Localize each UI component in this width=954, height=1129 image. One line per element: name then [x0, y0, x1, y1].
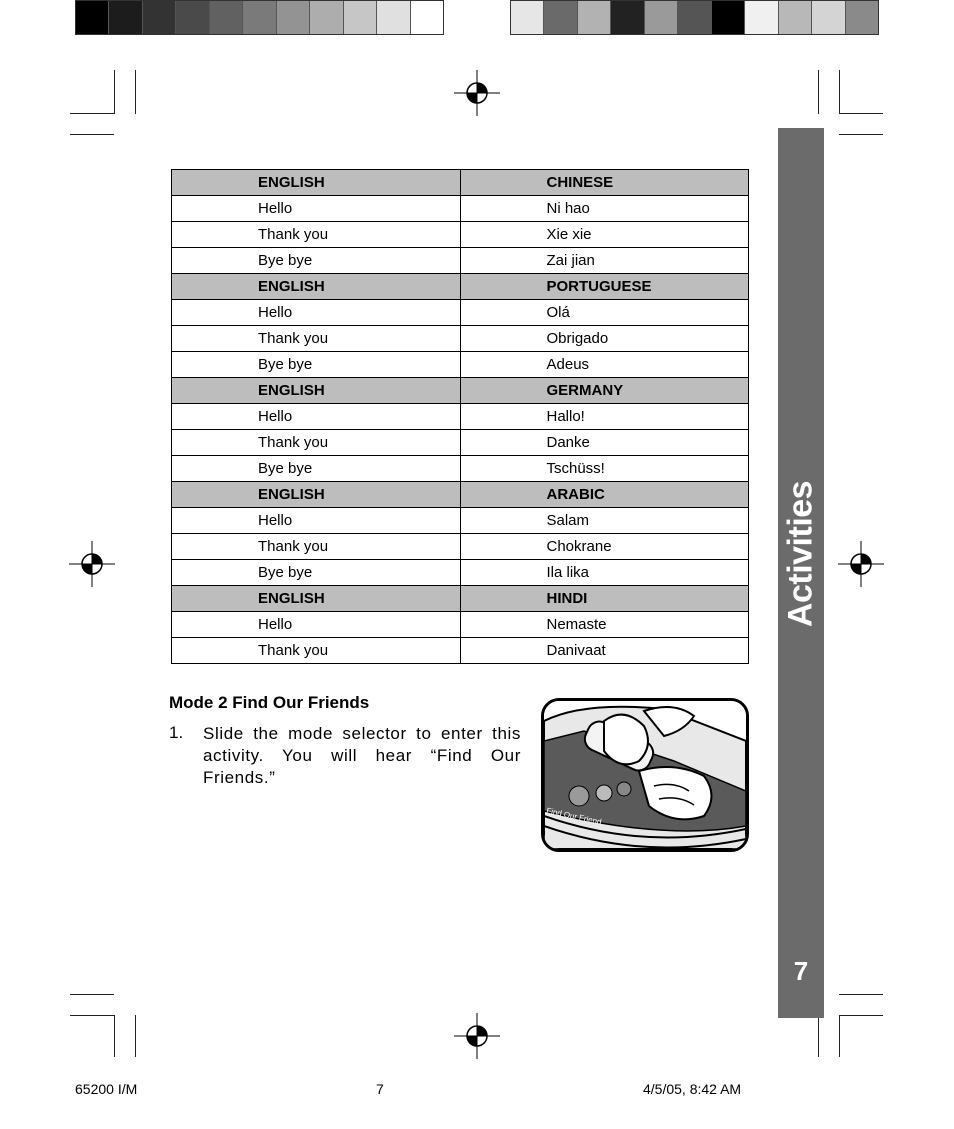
crop-mark — [818, 1015, 819, 1057]
table-row — [172, 248, 749, 274]
phrase-table — [171, 169, 749, 664]
translation-cell: HINDI — [460, 586, 749, 612]
english-cell: Bye bye — [172, 248, 461, 274]
english-cell: Hello — [172, 508, 461, 534]
translation-cell: Chokrane — [460, 534, 749, 560]
table-header-row — [172, 170, 749, 196]
translation-cell: Xie xie — [460, 222, 749, 248]
table-row — [172, 508, 749, 534]
color-swatch — [611, 1, 644, 34]
english-cell: ENGLISH — [172, 586, 461, 612]
page-number-badge: 7 — [793, 956, 809, 986]
table-row — [172, 404, 749, 430]
english-cell: Thank you — [172, 222, 461, 248]
table-row — [172, 534, 749, 560]
footer-page-number: 7 — [376, 1081, 384, 1097]
step-number: 1. — [169, 723, 184, 742]
crop-mark — [839, 1015, 883, 1016]
crop-mark — [839, 113, 883, 114]
footer-timestamp: 4/5/05, 8:42 AM — [643, 1081, 742, 1097]
translation-cell: GERMANY — [460, 378, 749, 404]
registration-mark-icon — [454, 1013, 500, 1059]
english-cell: Hello — [172, 612, 461, 638]
color-swatch — [411, 1, 443, 34]
english-cell: Hello — [172, 300, 461, 326]
translation-cell: Tschüss! — [460, 456, 749, 482]
crop-mark — [839, 70, 840, 114]
color-swatch — [846, 1, 878, 34]
color-swatch — [277, 1, 310, 34]
color-swatch — [645, 1, 678, 34]
crop-mark — [70, 994, 114, 995]
color-swatch — [578, 1, 611, 34]
crop-mark — [114, 1015, 115, 1057]
table-header-row — [172, 274, 749, 300]
english-cell: ENGLISH — [172, 274, 461, 300]
table-row — [172, 222, 749, 248]
translation-cell: Adeus — [460, 352, 749, 378]
color-swatch — [210, 1, 243, 34]
table-row — [172, 638, 749, 664]
color-swatch — [779, 1, 812, 34]
color-swatch — [745, 1, 778, 34]
crop-mark — [135, 1015, 136, 1057]
step-text: Slide the mode selector to enter this activity. You will hear “Find Our Friends.” — [203, 724, 521, 787]
crop-mark — [70, 113, 114, 114]
english-cell: Hello — [172, 404, 461, 430]
translation-cell: Olá — [460, 300, 749, 326]
english-cell: ENGLISH — [172, 482, 461, 508]
translation-cell: Obrigado — [460, 326, 749, 352]
english-cell: ENGLISH — [172, 170, 461, 196]
translation-cell: ARABIC — [460, 482, 749, 508]
english-cell: Thank you — [172, 638, 461, 664]
registration-mark-icon — [838, 541, 884, 587]
device-illustration — [541, 698, 749, 852]
crop-mark — [70, 1015, 114, 1016]
translation-cell: CHINESE — [460, 170, 749, 196]
crop-mark — [839, 134, 883, 135]
hand-slider-illustration — [544, 701, 746, 849]
table-row — [172, 560, 749, 586]
table-header-row — [172, 378, 749, 404]
color-swatch — [812, 1, 845, 34]
color-swatch — [344, 1, 377, 34]
table-row — [172, 430, 749, 456]
translation-cell: Danke — [460, 430, 749, 456]
english-cell: Thank you — [172, 534, 461, 560]
color-swatch — [377, 1, 410, 34]
crop-mark — [839, 994, 883, 995]
illustration-label: Find Our Friend — [545, 806, 603, 827]
table-header-row — [172, 586, 749, 612]
color-swatch — [511, 1, 544, 34]
color-swatch — [712, 1, 745, 34]
crop-mark — [818, 70, 819, 114]
translation-cell: PORTUGUESE — [460, 274, 749, 300]
translation-cell: Hallo! — [460, 404, 749, 430]
translation-cell: Ni hao — [460, 196, 749, 222]
section-tab-title: Activities — [781, 480, 820, 628]
crop-mark — [70, 134, 114, 135]
english-cell: Thank you — [172, 430, 461, 456]
footer-job-code: 65200 I/M — [75, 1081, 138, 1097]
section-title: Mode 2 Find Our Friends — [169, 693, 370, 712]
side-tab — [778, 128, 824, 1018]
table-row — [172, 300, 749, 326]
crop-mark — [839, 1015, 840, 1057]
registration-mark-icon — [454, 70, 500, 116]
english-cell: Bye bye — [172, 560, 461, 586]
english-cell: Bye bye — [172, 352, 461, 378]
translation-cell: Zai jian — [460, 248, 749, 274]
color-swatch — [243, 1, 276, 34]
translation-cell: Nemaste — [460, 612, 749, 638]
color-swatch — [544, 1, 577, 34]
color-bar-left — [75, 0, 444, 35]
crop-mark — [114, 70, 115, 114]
table-row — [172, 196, 749, 222]
color-bar-right — [510, 0, 879, 35]
translation-cell: Salam — [460, 508, 749, 534]
english-cell: Bye bye — [172, 456, 461, 482]
english-cell: ENGLISH — [172, 378, 461, 404]
color-swatch — [109, 1, 142, 34]
crop-mark — [135, 70, 136, 114]
color-swatch — [678, 1, 711, 34]
color-swatch — [76, 1, 109, 34]
registration-mark-icon — [69, 541, 115, 587]
color-swatch — [310, 1, 343, 34]
table-row — [172, 612, 749, 638]
table-row — [172, 326, 749, 352]
english-cell: Hello — [172, 196, 461, 222]
table-row — [172, 456, 749, 482]
translation-cell: Ila lika — [460, 560, 749, 586]
english-cell: Thank you — [172, 326, 461, 352]
color-swatch — [176, 1, 209, 34]
color-swatch — [143, 1, 176, 34]
translation-cell: Danivaat — [460, 638, 749, 664]
table-header-row — [172, 482, 749, 508]
table-row — [172, 352, 749, 378]
